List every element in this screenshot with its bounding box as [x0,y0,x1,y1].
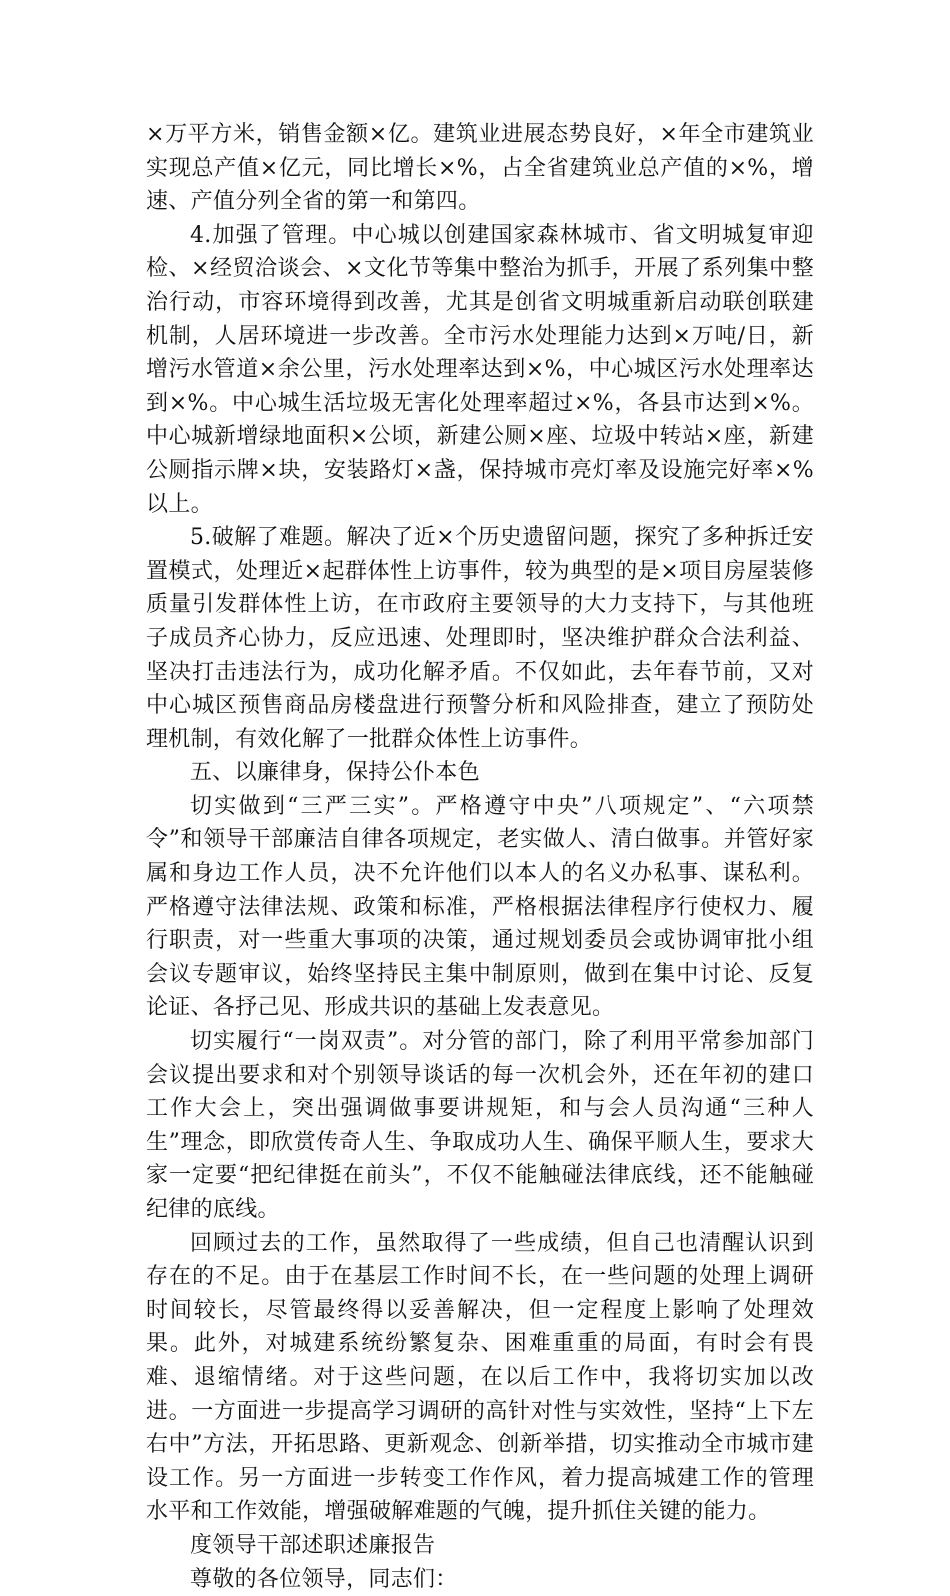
salutation: 尊敬的各位领导，同志们： [190,1566,458,1592]
paragraph-review: 回顾过去的工作，虽然取得了一些成绩，但自己也清醒认识到存在的不足。由于在基层工作时间不长，在一些问题的处理上调研时间较长，尽管最终得以妥善解决，但一定程度上影响了处理效果。此外，对城建系统纷繁复杂、困难重重的局面，有时会有畏难、退缩情绪。对于这些问题，在以后工作中，我将切实加以改进。一方面进一步提高学习调研的高针对性与实效性，坚持“上下左右中”方法，开拓思路、更新观念、创新举措，切实推动全市城市建设工作。另一方面进一步转变工作作风，着力提高城建工作的管理水平和工作效能，增强破解难题的气魄，提升抓住关键的能力。 [146,1230,814,1525]
paragraph-management: 4.加强了管理。中心城以创建国家森林城市、省文明城复审迎检、×经贸洽谈会、×文化节等集中整治为抓手，开展了系列集中整治行动，市容环境得到改善，尤其是创省文明城重新启动联创联建机制，人居环境进一步改善。全市污水处理能力达到×万吨/日，新增污水管道×余公里，污水处理率达到×%，中心城区污水处理率达到×%。中心城生活垃圾无害化处理率超过×%，各县市达到×%。中心城新增绿地面积×公顷，新建公厕×座、垃圾中转站×座，新建公厕指示牌×块，安装路灯×盏，保持城市亮灯率及设施完好率×%以上。 [146,222,814,517]
paragraph-three-stricts: 切实做到“三严三实”。严格遵守中央”八项规定”、“六项禁令”和领导干部廉洁自律各项规定，老实做人、清白做事。并管好家属和身边工作人员，决不允许他们以本人的名义办私事、谋私利。严格遵守法律法规、政策和标准，严格根据法律程序行使权力、履行职责，对一些重大事项的决策，通过规划委员会或协调审批小组会议专题审议，始终坚持民主集中制原则，做到在集中讨论、反复论证、各抒己见、形成共识的基础上发表意见。 [146,793,814,1021]
paragraph-dual-duty: 切实履行“一岗双责”。对分管的部门，除了利用平常参加部门会议提出要求和对个别领导谈话的每一次机会外，还在年初的建口工作大会上，突出强调做事要讲规矩，和与会人员沟通“三种人生”理念，即欣赏传奇人生、争取成功人生、确保平顺人生，要求大家一定要“把纪律挺在前头”，不仅不能触碰法律底线，还不能触碰纪律的底线。 [146,1029,814,1222]
paragraph-continuation: ×万平方米，销售金额×亿。建筑业进展态势良好，×年全市建筑业实现总产值×亿元，同比增长×%，占全省建筑业总产值的×%，增速、产值分列全省的第一和第四。 [146,122,814,215]
document-body [146,118,814,1596]
section-heading-integrity: 五、以廉律身，保持公仆本色 [190,760,480,786]
paragraph-problems-solved: 5.破解了难题。解决了近×个历史遗留问题，探究了多种拆迁安置模式，处理近×起群体性上访事件，较为典型的是×项目房屋装修质量引发群体性上访，在市政府主要领导的大力支持下，与其他班子成员齐心协力，反应迅速、处理即时，坚决维护群众合法利益、坚决打击违法行为，成功化解矛盾。不仅如此，去年春节前，又对中心城区预售商品房楼盘进行预警分析和风险排查，建立了预防处理机制，有效化解了一批群众体性上访事件。 [146,525,814,752]
report-title: 度领导干部述职述廉报告 [190,1532,436,1558]
